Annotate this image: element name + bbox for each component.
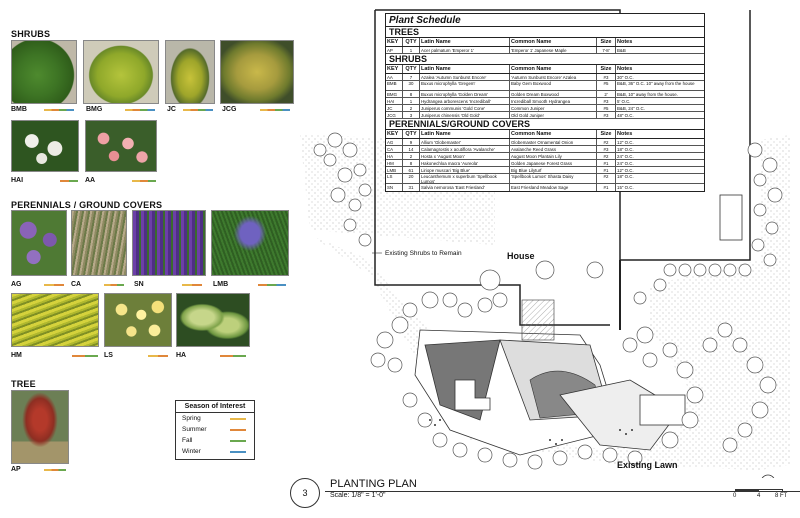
drawing-number: 3	[290, 478, 320, 508]
scale-bar-label-8: 8 FT	[775, 493, 788, 499]
jc-photo	[165, 40, 215, 104]
aa-season-bar	[132, 180, 156, 182]
bmb-season-bar	[44, 109, 74, 111]
schedule-header-row: KEY QTY Latin Name Common Name Size Notes	[386, 130, 704, 139]
jcg-season-bar	[260, 109, 290, 111]
hai-photo	[11, 120, 79, 172]
hm-photo	[11, 293, 99, 347]
scale-bar-label-4: 4	[757, 493, 761, 499]
aa-label: AA	[85, 177, 96, 184]
legend-row-winter: Winter	[176, 446, 254, 457]
lmb-label: LMB	[213, 281, 229, 288]
table-row: LMB 61 Liriope muscari 'Big Blue' Big Blue Lilyturf #1 12" O.C.	[386, 167, 704, 174]
house-label: House	[507, 251, 535, 261]
schedule-title: Plant Schedule	[386, 14, 704, 27]
ap-photo	[11, 390, 69, 464]
table-row: AG 9 Allium 'Globemaster' Globemaster Ornamental Onion #2 12" O.C.	[386, 139, 704, 146]
table-row: JCG 3 Juniperus chinensis 'Old Gold' Old Gold Juniper #3 48" O.C.	[386, 112, 704, 119]
existing-lawn-label: Existing Lawn	[617, 460, 678, 470]
ca-season-bar	[104, 284, 124, 286]
ag-season-bar	[44, 284, 64, 286]
sn-label: SN	[134, 281, 144, 288]
table-row: BMG 8 Buxus microphylla 'Golden Dream' Golden Dream Boxwood 2' B&B, 10" away from the house.	[386, 91, 704, 98]
bmb-label: BMB	[11, 106, 27, 113]
drawing-scale: Scale: 1/8" = 1'-0"	[330, 492, 386, 499]
table-row: HAI 1 Hydrangea arborescens 'Incrediball' Incrediball Smooth Hydrangea #3 5' O.C.	[386, 98, 704, 105]
table-row: CA 14 Calamagrostis x acutiflora 'Avalanche' Avalanche Reed Grass #3 18" O.C.	[386, 146, 704, 153]
scale-bar-label-0: 0	[733, 493, 737, 499]
ap-label: AP	[11, 466, 21, 473]
trees-category: TREES	[386, 27, 704, 38]
ag-label: AG	[11, 281, 22, 288]
lmb-season-bar	[258, 284, 286, 286]
season-legend-title: Season of Interest	[176, 401, 254, 413]
jcg-photo	[220, 40, 294, 104]
hai-label: HAI	[11, 177, 24, 184]
drawing-title: PLANTING PLAN	[330, 478, 417, 490]
jc-label: JC	[167, 106, 176, 113]
ap-season-bar	[44, 469, 66, 471]
table-row: SN 31 Salvia nemorosa 'East Friesland' East Friesland Meadow Sage #1 15" O.C.	[387, 185, 634, 190]
ha-label: HA	[176, 352, 187, 359]
ag-photo	[11, 210, 67, 276]
table-row: AP 1 Acer palmatum 'Emperor 1' 'Emperor 1' Japanese Maple 7-8' B&B	[386, 47, 704, 54]
jc-season-bar	[183, 109, 213, 111]
hai-season-bar	[60, 180, 78, 182]
schedule-header-row: KEY QTY Latin Name Common Name Size Notes	[386, 38, 704, 47]
plant-schedule	[385, 13, 705, 192]
ca-label: CA	[71, 281, 82, 288]
ls-season-bar	[148, 355, 168, 357]
tree-heading: TREE	[11, 379, 36, 389]
ls-photo	[104, 293, 172, 347]
sn-photo	[132, 210, 206, 276]
title-rule	[325, 491, 800, 492]
bmg-label: BMG	[86, 106, 103, 113]
table-row: JC 2 Juniperus communis 'Gold Cone' Common Juniper #5 B&B, 24" O.C.	[386, 105, 704, 112]
scale-bar	[735, 489, 783, 492]
perennials-heading: PERENNIALS / GROUND COVERS	[11, 200, 163, 210]
shrubs-heading: SHRUBS	[11, 29, 51, 39]
existing-shrubs-label: Existing Shrubs to Remain	[385, 250, 462, 257]
legend-row-fall: Fall	[176, 435, 254, 446]
table-row: LS 20 Leucanthemum x superbum 'Spellbook Lumos' 'Spellbook Lumos' Shasta Daisy #2 18" O.C.	[386, 174, 704, 184]
schedule-header-row: KEY QTY Latin Name Common Name Size Notes	[386, 65, 704, 74]
table-row: HA 2 Hosta x 'August Moon' August Moon Plantain Lily #2 24" O.C.	[386, 153, 704, 160]
table-row: AA 7 Azalea 'Autumn Sunburst Encore' 'Autumn Sunburst Encore' Azalea #3 30" O.C.	[386, 74, 704, 81]
legend-row-spring: Spring	[176, 413, 254, 424]
ca-photo	[71, 210, 127, 276]
shrubs-category: SHRUBS	[386, 54, 704, 65]
sn-season-bar	[182, 284, 202, 286]
season-legend	[175, 400, 255, 460]
ls-label: LS	[104, 352, 113, 359]
ha-photo	[176, 293, 250, 347]
bmg-photo	[83, 40, 159, 104]
table-row: BMB 30 Buxus microphylla 'Gregem' Baby Gem Boxwood #5 B&B, 36" O.C. 10" away from the house	[386, 81, 704, 91]
lmb-photo	[211, 210, 289, 276]
jcg-label: JCG	[222, 106, 237, 113]
perennials-category: PERENNIALS/GROUND COVERS	[386, 119, 704, 130]
ha-season-bar	[220, 355, 246, 357]
aa-photo	[85, 120, 157, 172]
bmg-season-bar	[125, 109, 155, 111]
table-row: HM 8 Hakonechloa macra 'Aureola' Golden Japanese Forest Grass #1 24" O.C.	[386, 160, 704, 167]
bmb-photo	[11, 40, 77, 104]
legend-row-summer: Summer	[176, 424, 254, 435]
hm-label: HM	[11, 352, 22, 359]
hm-season-bar	[72, 355, 98, 357]
